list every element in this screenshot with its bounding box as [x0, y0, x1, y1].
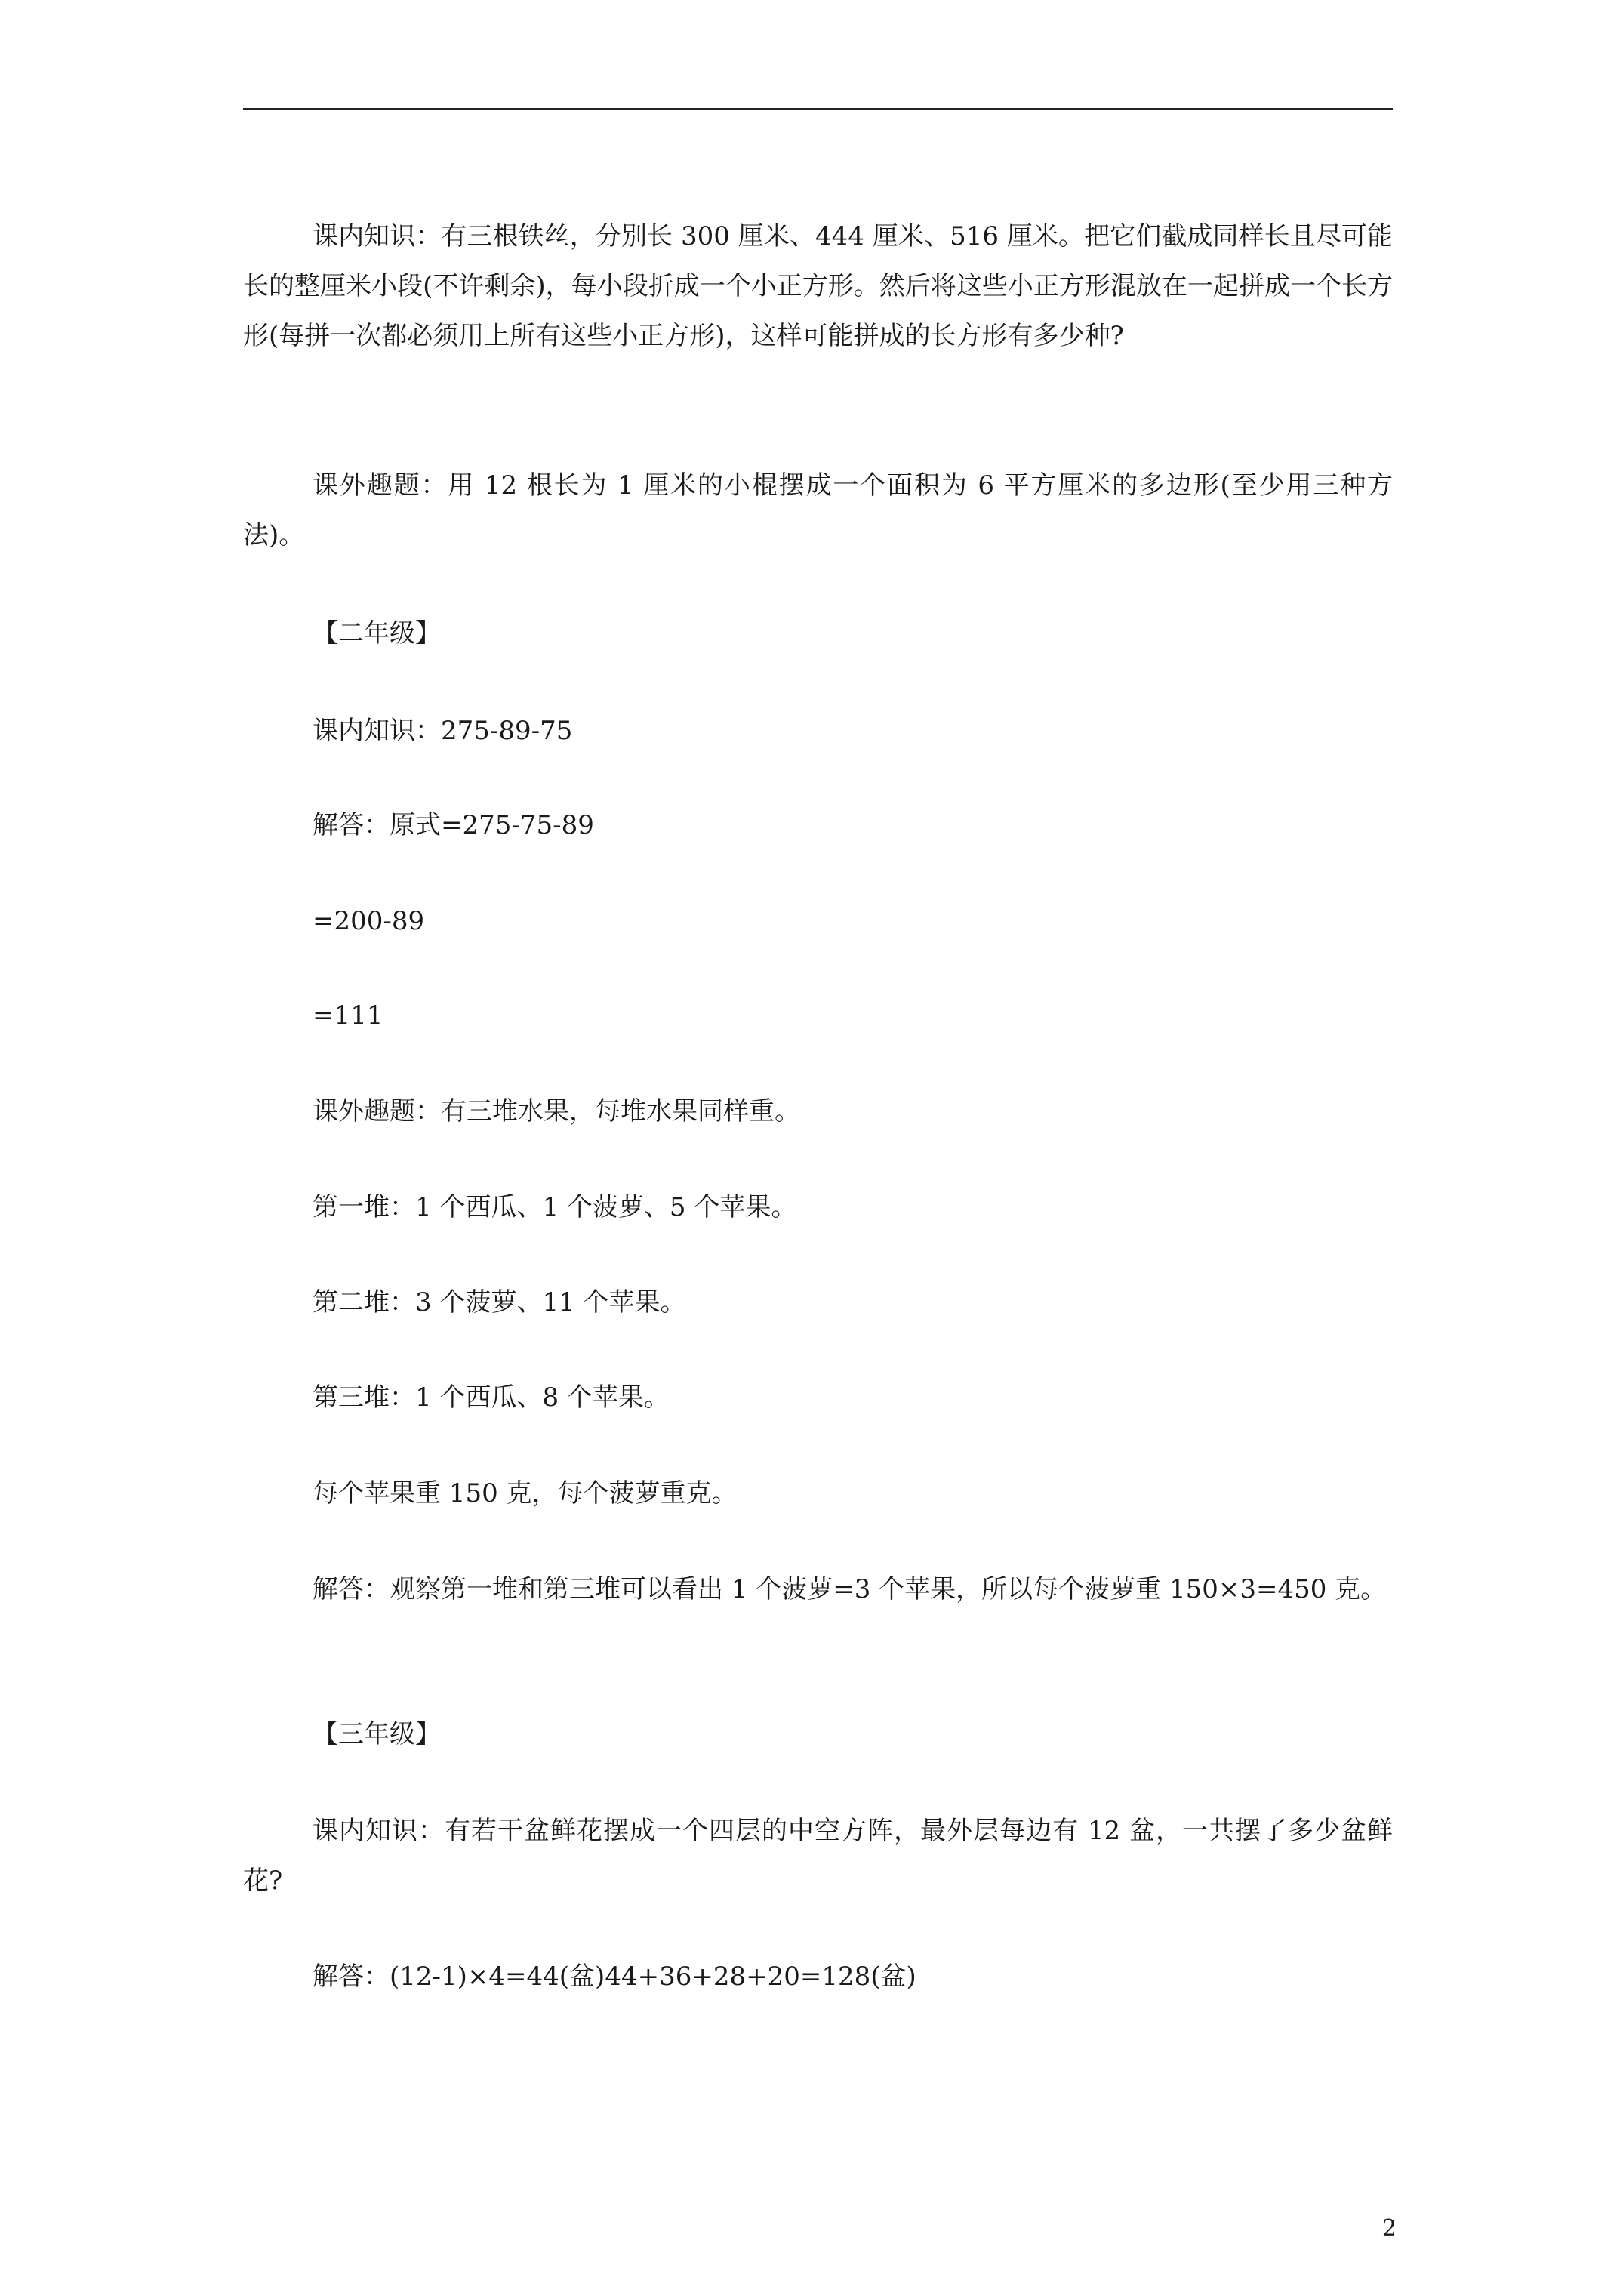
paragraph-extra-puzzle-grade1: 课外趣题：用 12 根长为 1 厘米的小棍摆成一个面积为 6 平方厘米的多边形(至少用三种方法)。 [243, 470, 1393, 550]
paragraph-question: 每个苹果重 150 克，每个菠萝重克。 [313, 1478, 738, 1509]
paragraph-solution-step3: =111 [313, 1000, 383, 1031]
paragraph-lesson-knowledge-grade3: 课内知识：有若干盆鲜花摆成一个四层的中空方阵，最外层每边有 12 盆，一共摆了多少盆鲜花? [243, 1816, 1393, 1896]
paragraph-solution-step2: =200-89 [313, 906, 425, 936]
page-number: 2 [1381, 2215, 1397, 2242]
paragraph-lesson-knowledge-grade1: 课内知识：有三根铁丝，分别长 300 厘米、444 厘米、516 厘米。把它们截成同样长且尽可能长的整厘米小段(不许剩余)，每小段折成一个小正方形。然后将这些小正方形混放在一起拼成一个长方形(每拼一次都必须用上所有这些小正方形)，这样可能拼成的长方形有多少种? [243, 221, 1393, 351]
header-rule [243, 108, 1393, 110]
paragraph-lesson-knowledge-grade2: 课内知识：275-89-75 [313, 716, 573, 746]
paragraph-solution-step1: 解答：原式=275-75-89 [313, 810, 594, 840]
section-heading-grade2: 【二年级】 [313, 618, 441, 649]
paragraph-solution-grade2: 解答：观察第一堆和第三堆可以看出 1 个菠萝=3 个苹果，所以每个菠萝重 150×3=450 克。 [313, 1574, 1387, 1604]
section-heading-grade3: 【三年级】 [313, 1719, 441, 1749]
paragraph-pile-two: 第二堆：3 个菠萝、11 个苹果。 [313, 1287, 686, 1318]
paragraph-extra-puzzle-grade2: 课外趣题：有三堆水果，每堆水果同样重。 [313, 1096, 800, 1126]
paragraph-solution-grade3: 解答：(12-1)×4=44(盆)44+36+28+20=128(盆) [313, 1962, 916, 1992]
paragraph-pile-three: 第三堆：1 个西瓜、8 个苹果。 [313, 1382, 670, 1413]
paragraph-pile-one: 第一堆：1 个西瓜、1 个菠萝、5 个苹果。 [313, 1192, 797, 1222]
